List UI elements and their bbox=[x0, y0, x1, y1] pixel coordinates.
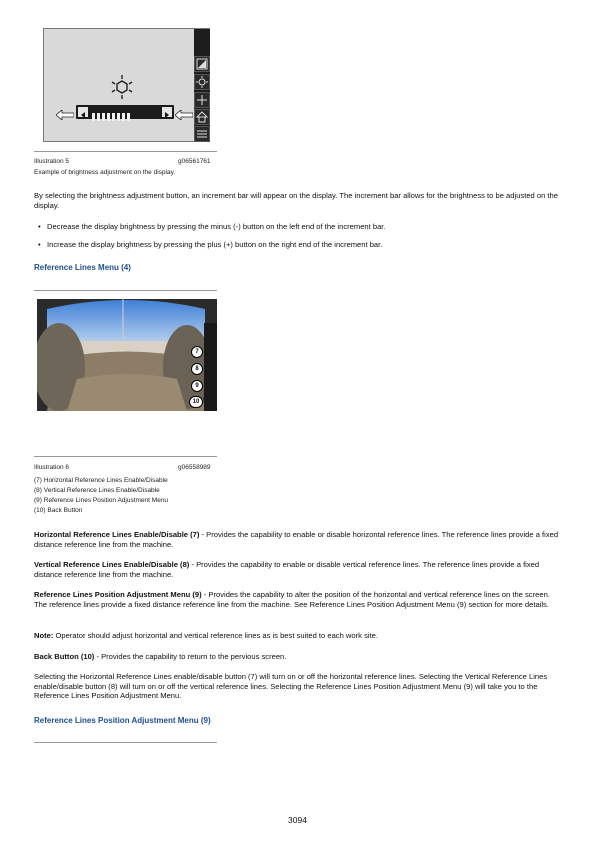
figure-2-legend-10: (10) Back Button bbox=[34, 507, 83, 514]
definition-position-menu: Reference Lines Position Adjustment Menu (9) - Provides the capability to alter the position of the horizontal and vertical reference lines on the screen. The reference lines provide a fixed distance reference line from the machine. See Reference Lines Position Adjustment Menu (9) section for more details. bbox=[34, 590, 550, 609]
right-pointer-arrow-icon bbox=[175, 107, 193, 117]
home-icon bbox=[194, 109, 210, 125]
figure-brightness-screen bbox=[43, 28, 210, 142]
page-number: 3094 bbox=[288, 815, 307, 825]
figure-1-code: g06561761 bbox=[178, 158, 211, 165]
camera-side-button-column bbox=[204, 323, 217, 411]
brightness-contrast-icon bbox=[194, 56, 210, 72]
left-pointer-arrow-icon bbox=[56, 107, 74, 117]
menu-icon bbox=[194, 126, 210, 142]
crosshair-icon bbox=[194, 92, 210, 108]
callout-10: 10 bbox=[189, 396, 203, 408]
brightness-icon bbox=[194, 74, 210, 90]
sun-icon bbox=[110, 75, 134, 99]
figure-2-label: Illustration 6 bbox=[34, 464, 70, 471]
callout-9: 9 bbox=[191, 380, 203, 392]
definition-horizontal: Horizontal Reference Lines Enable/Disable (7) - Provides the capability to enable or disable horizontal reference lines. The reference lines provide a fixed distance reference line from the machine. bbox=[34, 530, 559, 549]
figure-camera-view bbox=[37, 299, 217, 411]
figure-1-rule bbox=[34, 151, 217, 152]
section-heading-reference-lines: Reference Lines Menu (4) bbox=[34, 263, 131, 272]
closing-paragraph: Selecting the Horizontal Reference Lines enable/disable button (7) will turn on or off the horizontal reference lines. Selecting the Vertical Reference Lines enable/disable button (8) will turn on or off the vertical reference lines. Selecting the Reference Lines Position Adjustment Menu (9) will take you to the Reference Lines Position Adjustment Menu. bbox=[34, 672, 548, 701]
minus-button bbox=[78, 107, 88, 117]
figure-1-label: Illustration 5 bbox=[34, 158, 70, 165]
section-heading-position-menu: Reference Lines Position Adjustment Menu (9) bbox=[34, 716, 211, 725]
figure-1-caption: Example of brightness adjustment on the display. bbox=[34, 169, 176, 176]
figure-2-top-rule bbox=[34, 290, 217, 291]
bullet-decrease: • Decrease the display brightness by pressing the minus (-) button on the left end of the increment bar. bbox=[47, 222, 386, 232]
definition-vertical: Vertical Reference Lines Enable/Disable (8) - Provides the capability to enable or disable vertical reference lines. The reference lines provide a fixed distance reference line from the machine. bbox=[34, 560, 540, 579]
figure-2-rule bbox=[34, 456, 217, 457]
figure-2-code: g06558989 bbox=[178, 464, 211, 471]
callout-7: 7 bbox=[191, 346, 203, 358]
note-paragraph: Note: Operator should adjust horizontal and vertical reference lines as is best suited to each work site. bbox=[34, 631, 378, 640]
camera-scene bbox=[37, 299, 217, 411]
intro-paragraph: By selecting the brightness adjustment button, an increment bar will appear on the display. The increment bar allows for the brightness to be adjusted on the display. bbox=[34, 191, 558, 210]
figure-2-legend-9: (9) Reference Lines Position Adjustment Menu bbox=[34, 497, 169, 504]
increment-bar bbox=[76, 105, 174, 119]
plus-button bbox=[162, 107, 172, 117]
figure-2-legend-8: (8) Vertical Reference Lines Enable/Disable bbox=[34, 487, 160, 494]
figure-2-legend-7: (7) Horizontal Reference Lines Enable/Disable bbox=[34, 477, 168, 484]
figure-3-top-rule bbox=[34, 742, 217, 743]
definition-back-button: Back Button (10) - Provides the capability to return to the pervious screen. bbox=[34, 652, 287, 661]
brightness-level-bar bbox=[92, 108, 142, 116]
callout-8: 8 bbox=[191, 363, 203, 375]
bullet-increase: • Increase the display brightness by pressing the plus (+) button on the right end of the increment bar. bbox=[47, 240, 382, 250]
